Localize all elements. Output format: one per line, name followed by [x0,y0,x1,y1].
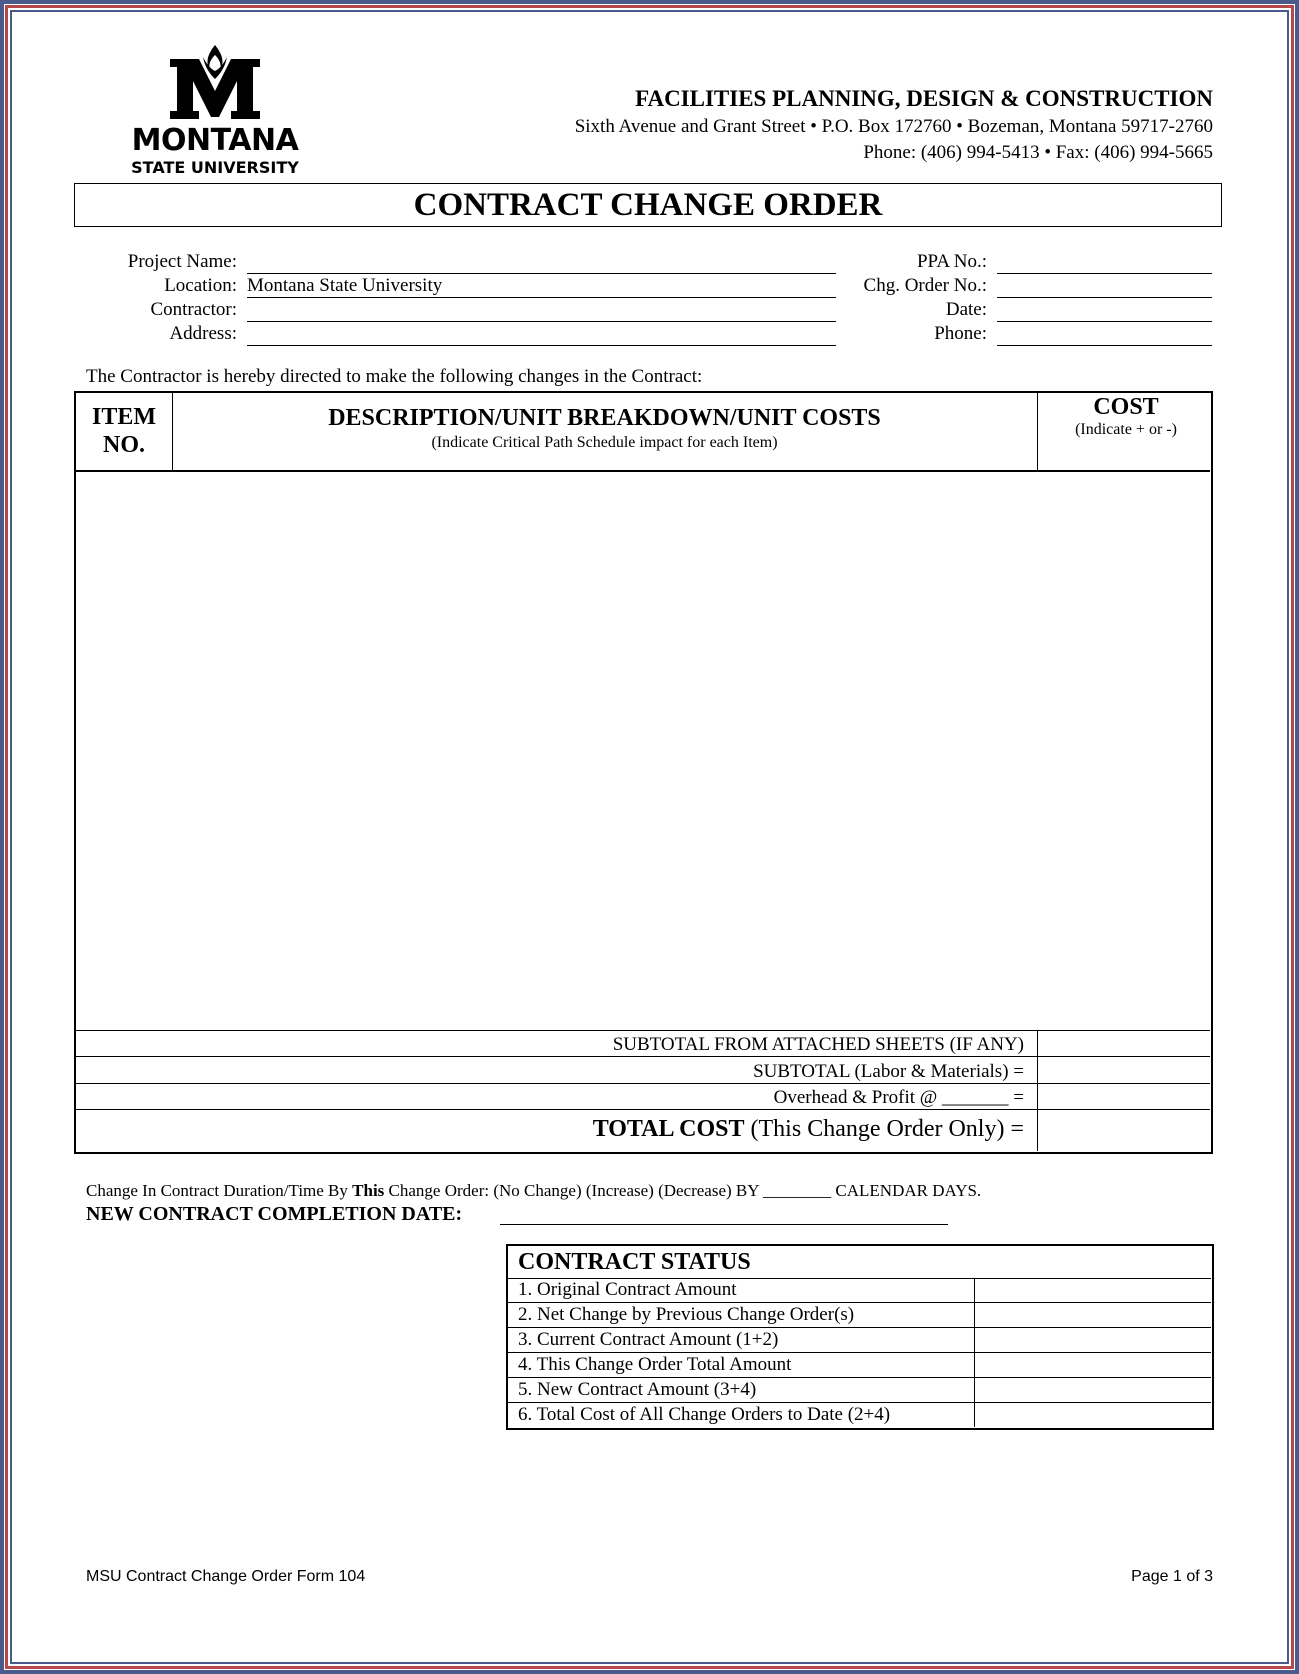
status-row-total-to-date: 6. Total Cost of All Change Orders to Date (2+4) [518,1404,891,1425]
subtotal-labor-cost[interactable] [1039,1057,1210,1082]
phone-line[interactable] [997,323,1212,346]
change-items-table [74,391,1213,1154]
status-row-new-amount: 5. New Contract Amount (3+4) [518,1379,757,1400]
form-number: MSU Contract Change Order Form 104 [86,1568,366,1585]
address-label: Address: [169,323,237,344]
duration-text-post: Change Order: (No Change) (Increase) (Decrease) BY ________ CALENDAR DAYS. [384,1181,982,1200]
contract-status-title: CONTRACT STATUS [518,1249,751,1275]
description-header [172,405,1037,452]
subtotal-attached-label: SUBTOTAL FROM ATTACHED SHEETS (IF ANY) [612,1034,1024,1055]
ppa-no-label: PPA No.: [916,251,987,272]
subtotal-attached-cost[interactable] [1039,1031,1210,1055]
col-divider [1037,1030,1038,1151]
ppa-no-field[interactable] [0,251,1299,275]
duration-text-pre: Change In Contract Duration/Time By [86,1181,353,1200]
completion-date-label: NEW CONTRACT COMPLETION DATE: [86,1203,463,1225]
form-title: CONTRACT CHANGE ORDER [74,183,1222,227]
total-cost-bold: TOTAL COST [592,1116,745,1142]
university-logo [110,45,320,180]
col-divider [172,393,173,470]
org-title: FACILITIES PLANNING, DESIGN & CONSTRUCTION [635,86,1213,111]
org-header [575,86,1213,164]
ppa-no-line[interactable] [997,251,1212,274]
total-cost-label [76,1116,1024,1143]
status-row-current: 3. Current Contract Amount (1+2) [518,1329,779,1350]
location-value[interactable]: Montana State University [247,275,836,298]
item-no-header: ITEM NO. [91,404,156,458]
directive-text: The Contractor is hereby directed to make the following changes in the Contract: [86,366,703,387]
duration-text-bold: This [352,1181,385,1200]
chg-order-no-field[interactable] [0,275,1299,299]
project-name-label: Project Name: [127,251,237,272]
contractor-label: Contractor: [150,299,237,320]
description-header-title: DESCRIPTION/UNIT BREAKDOWN/UNIT COSTS [328,405,881,431]
completion-date-line[interactable] [500,1224,948,1225]
overhead-label: Overhead & Profit @ _______ = [773,1087,1024,1108]
col-divider [974,1278,975,1427]
status-row-original: 1. Original Contract Amount [518,1279,737,1300]
logo-subtitle: STATE UNIVERSITY [131,158,299,177]
cost-header-note: (Indicate + or -) [1075,421,1177,438]
cost-header [1037,394,1215,439]
date-label: Date: [945,299,987,320]
org-phone: Phone: (406) 994-5413 • Fax: (406) 994-5665 [863,142,1213,163]
status-row-this-order: 4. This Change Order Total Amount [518,1354,792,1375]
org-address: Sixth Avenue and Grant Street • P.O. Box 172760 • Bozeman, Montana 59717-2760 [574,116,1213,137]
contract-status-table [506,1244,1214,1430]
status-value-net-change[interactable] [976,1303,1211,1327]
total-cost-value[interactable] [1039,1110,1210,1150]
status-value-total-to-date[interactable] [976,1403,1211,1427]
phone-label: Phone: [934,323,987,344]
date-field[interactable] [0,299,1299,323]
status-value-current[interactable] [976,1328,1211,1352]
subtotal-labor-label: SUBTOTAL (Labor & Materials) = [753,1061,1024,1082]
status-value-original[interactable] [976,1279,1211,1302]
chg-order-no-label: Chg. Order No.: [863,275,987,296]
overhead-cost[interactable] [1039,1084,1210,1108]
chg-order-no-line[interactable] [997,275,1212,298]
duration-change-text [86,1181,981,1201]
total-cost-note: (This Change Order Only) = [744,1116,1024,1142]
msu-m-logo-icon [165,45,265,123]
location-label: Location: [164,275,237,296]
cost-header-title: COST [1093,394,1159,420]
status-value-this-order[interactable] [976,1353,1211,1377]
col-divider [1037,393,1038,470]
status-value-new-amount[interactable] [976,1378,1211,1402]
logo-name: MONTANA [131,123,299,158]
items-body-area[interactable] [76,472,1210,1030]
date-line[interactable] [997,299,1212,322]
phone-field[interactable] [0,323,1299,347]
page-number: Page 1 of 3 [1131,1568,1213,1585]
description-header-note: (Indicate Critical Path Schedule impact for each Item) [431,434,778,451]
status-row-net-change: 2. Net Change by Previous Change Order(s) [518,1304,855,1325]
